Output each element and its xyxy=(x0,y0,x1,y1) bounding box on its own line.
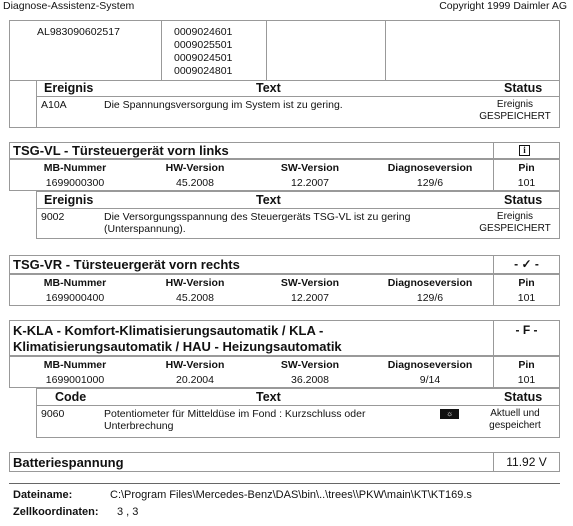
section-title-tsg-vl: TSG-VL - Türsteuergerät vorn links xyxy=(13,143,229,158)
event-code: 9002 xyxy=(41,211,65,223)
copyright-text: Copyright 1999 Daimler AG xyxy=(439,0,567,12)
column-header: HW-Version xyxy=(165,359,225,371)
column-header: SW-Version xyxy=(280,162,340,174)
code-column-header: Code xyxy=(55,390,87,404)
ok-status-badge: - ✓ - xyxy=(514,257,539,271)
fault-text: Potentiometer für Mitteldüse im Fond : Kurzschluss oder Unterbrechung xyxy=(104,408,366,432)
column-header: MB-Nummer xyxy=(43,277,107,289)
diagnostic-version: 129/6 xyxy=(416,177,444,189)
column-header: Diagnoseversion xyxy=(387,359,473,371)
cell-coordinates-label: Zellkoordinaten: xyxy=(13,506,99,518)
text-column-header: Text xyxy=(256,390,281,404)
column-header: Diagnoseversion xyxy=(387,277,473,289)
part-number: 0009024801 xyxy=(174,65,233,77)
fault-code: 9060 xyxy=(41,408,65,420)
fault-status-badge: - F - xyxy=(515,323,538,337)
battery-value: 11.92 V xyxy=(506,455,547,469)
pin: 101 xyxy=(517,374,536,386)
info-icon[interactable]: i xyxy=(519,145,530,156)
status-column-header: Status xyxy=(504,390,543,404)
column-header: HW-Version xyxy=(165,162,225,174)
pin: 101 xyxy=(517,177,536,189)
column-header: MB-Nummer xyxy=(43,162,107,174)
event-column-header: Ereignis xyxy=(44,81,94,95)
column-header: SW-Version xyxy=(280,277,340,289)
part-number: 0009024601 xyxy=(174,26,233,38)
cell-coordinates-value: 3 , 3 xyxy=(117,506,139,518)
part-number: 0009025501 xyxy=(174,39,233,51)
text-column-header: Text xyxy=(256,81,281,95)
event-text: Die Spannungsversorgung im System ist zu gering. xyxy=(104,99,343,111)
column-header: SW-Version xyxy=(280,359,340,371)
battery-label: Batteriespannung xyxy=(13,455,124,470)
sw-version: 12.2007 xyxy=(291,292,329,304)
event-text: Die Versorgungsspannung des Steuergeräts TSG-VL ist zu gering (Unterspannung). xyxy=(104,211,411,235)
sw-version: 12.2007 xyxy=(291,177,329,189)
part-number: 0009024501 xyxy=(174,52,233,64)
status-column-header: Status xyxy=(504,193,543,207)
column-header: Pin xyxy=(518,359,535,371)
diagnostic-version: 9/14 xyxy=(419,374,441,386)
column-header: Pin xyxy=(518,277,535,289)
pin: 101 xyxy=(517,292,536,304)
event-status: Ereignis GESPEICHERT xyxy=(479,99,551,122)
sw-version: 36.2008 xyxy=(291,374,329,386)
section-title-k-kla: K-KLA - Komfort-Klimatisierungsautomatik / KLA - Klimatisierungsautomatik / HAU - Heizungsautomatik xyxy=(13,323,342,354)
diagnostic-version: 129/6 xyxy=(416,292,444,304)
event-status: Ereignis GESPEICHERT xyxy=(479,211,551,234)
document-code: AL983090602517 xyxy=(37,26,120,38)
app-title: Diagnose-Assistenz-System xyxy=(3,0,135,12)
warning-light-icon: ☼ xyxy=(440,409,459,419)
hw-version: 20.2004 xyxy=(176,374,214,386)
hw-version: 45.2008 xyxy=(176,177,214,189)
mb-number: 1699000300 xyxy=(45,177,105,189)
file-name-label: Dateiname: xyxy=(13,489,73,501)
column-header: HW-Version xyxy=(165,277,225,289)
column-header: Pin xyxy=(518,162,535,174)
hw-version: 45.2008 xyxy=(176,292,214,304)
file-name-value: C:\Program Files\Mercedes-Benz\DAS\bin\..\trees\\PKW\main\KT\KT169.s xyxy=(110,489,472,501)
mb-number: 1699000400 xyxy=(45,292,105,304)
mb-number: 1699001000 xyxy=(45,374,105,386)
event-column-header: Ereignis xyxy=(44,193,94,207)
column-header: Diagnoseversion xyxy=(387,162,473,174)
section-title-tsg-vr: TSG-VR - Türsteuergerät vorn rechts xyxy=(13,257,240,272)
event-code: A10A xyxy=(41,99,67,111)
text-column-header: Text xyxy=(256,193,281,207)
column-header: MB-Nummer xyxy=(43,359,107,371)
status-column-header: Status xyxy=(504,81,543,95)
fault-status: Aktuell und gespeichert xyxy=(489,408,541,431)
